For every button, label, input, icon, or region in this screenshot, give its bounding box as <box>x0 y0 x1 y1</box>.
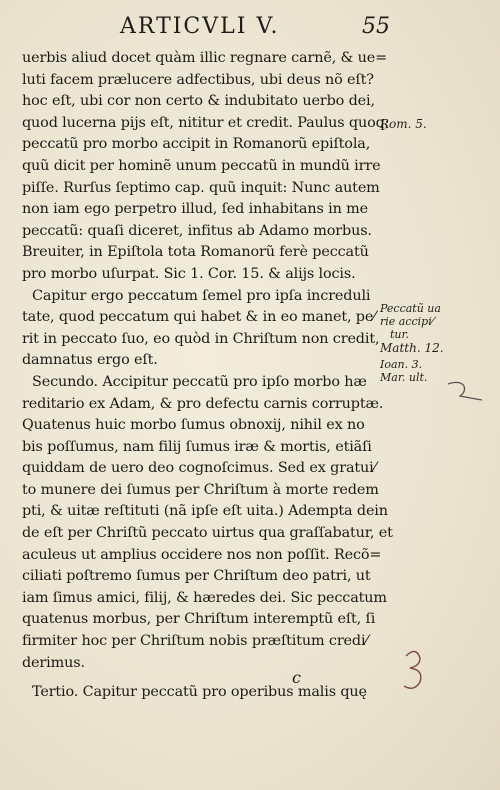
running-head: ARTICVLI V. <box>120 14 280 39</box>
folio-number: 55 <box>362 14 390 39</box>
margin-note-peccatum: rie accipi⁄ <box>380 315 434 328</box>
margin-note-mar: Mar. ult. <box>380 371 428 384</box>
text-line: derimus. <box>22 654 85 671</box>
text-line: hoc eſt, ubi cor non certo & indubitato uerbo dei, <box>22 93 375 110</box>
text-line: Breuiter, in Epiſtola tota Romanorũ ferè peccatũ <box>22 244 369 261</box>
text-line: reditario ex Adam, & pro defectu carnis corruptæ. <box>22 395 384 412</box>
text-line: quod lucerna pijs eſt, nititur et credit. Paulus quoq; <box>22 114 390 131</box>
margin-note-peccatum: Peccatũ ua <box>380 302 441 315</box>
text-line: to munere dei ſumus per Chriſtum à morte redem <box>22 481 379 498</box>
text-line: tate, quod peccatum qui habet & in eo manet, pe⁄ <box>22 309 376 326</box>
paragraph-peccatum <box>22 286 393 675</box>
handwritten-numeral-annotation <box>400 648 430 694</box>
text-line: rit in peccato ſuo, eo quòd in Chriſtum non credit, <box>22 330 380 347</box>
paragraph-gap <box>22 674 382 682</box>
margin-note-ioan: Ioan. 3. <box>380 358 423 371</box>
text-line: non iam ego perpetro illud, ſed inhabitans in me <box>22 201 368 218</box>
text-line: piſſe. Rurſus ſeptimo cap. quũ inquit: Nunc autem <box>22 179 380 196</box>
text-line: Secundo. Accipitur peccatũ pro ipſo morbo hæ <box>32 373 367 390</box>
text-line: quũ dicit per hominẽ unum peccatũ in mundũ irre <box>22 157 381 174</box>
text-line: pro morbo uſurpat. Sic 1. Cor. 15. & alijs locis. <box>22 265 356 282</box>
text-line: de eſt per Chriſtũ peccato uirtus qua graſſabatur, et <box>22 525 393 542</box>
text-line: quatenus morbus, per Chriſtum interemptũ eſt, ſi <box>22 611 376 628</box>
margin-note-peccatum: tur. <box>390 328 410 341</box>
margin-note-matth: Matth. 12. <box>380 341 444 355</box>
pencil-squiggle-annotation <box>446 378 486 408</box>
main-text-column <box>22 48 393 704</box>
text-line: Tertio. Capitur peccatũ pro operibus malis quę <box>32 684 367 701</box>
text-line: Quatenus huic morbo ſumus obnoxij, nihil ex no <box>22 417 365 434</box>
text-line: pti, & uitæ reſtituti (nã ipſe eſt uita.) Adempta dein <box>22 503 388 520</box>
text-line: firmiter hoc per Chriſtum nobis præſtitum credi⁄ <box>22 633 368 650</box>
text-line: quiddam de uero deo cognoſcimus. Sed ex gratui⁄ <box>22 460 376 477</box>
text-line: uerbis aliud docet quàm illic regnare carnẽ, & ue= <box>22 50 388 66</box>
text-line: iam ſimus amici, filij, & hæredes dei. Sic peccatum <box>22 589 387 606</box>
page-header <box>0 10 500 40</box>
paragraph-tertio <box>22 682 382 704</box>
text-line: damnatus ergo eſt. <box>22 352 158 369</box>
text-line: ciliati poſtremo ſumus per Chriſtum deo patri, ut <box>22 568 371 585</box>
paragraph-continuation <box>22 48 390 286</box>
signature-mark: c <box>292 668 301 687</box>
text-line: bis poſſumus, nam filij ſumus iræ & mortis, etiãſi <box>22 438 372 455</box>
text-line: aculeus ut amplius occidere nos non poſſit. Recõ= <box>22 546 382 563</box>
text-line: Capitur ergo peccatum ſemel pro ipſa increduli <box>32 287 371 304</box>
text-line: luti facem prælucere adfectibus, ubi deus nõ eſt? <box>22 71 374 88</box>
text-line: peccatũ: quaſi diceret, infitus ab Adamo morbus. <box>22 222 372 239</box>
text-line: peccatũ pro morbo accipit in Romanorũ epiſtola, <box>22 136 371 153</box>
margin-note-rom: Rom. 5. <box>380 117 427 131</box>
